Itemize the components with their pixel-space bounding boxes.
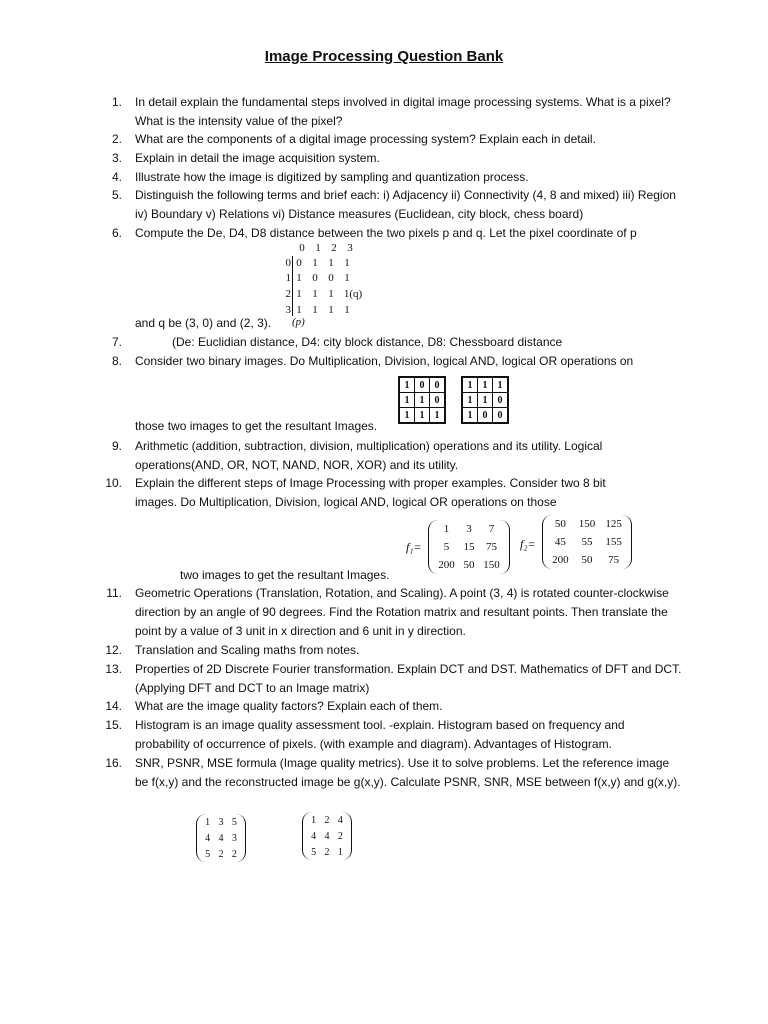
grid-row: 1 1 0 0 1 (285, 272, 350, 284)
question-2: 2. What are the components of a digital image processing system? Explain each in detail. (111, 132, 596, 146)
binary-image-1: 1 0 0 1 1 0 1 1 1 (398, 376, 446, 424)
question-10-continued: two images to get the resultant Images. (180, 568, 390, 582)
question-14: 14. What are the image quality factors? Explain each of them. (105, 699, 443, 713)
question-11: 11. Geometric Operations (Translation, Rotation, and Scaling). A point (3, 4) is rotated counter-clockwise direction by an angle of 90 degrees. Find the Rotation matrix and resultant points. Then translate the point by a value of 3 unit in x direction and 6 unit in y direction. (106, 586, 669, 638)
grid-column-headers: 0 1 2 3 (299, 242, 353, 254)
question-15: 15. Histogram is an image quality assessment tool. -explain. Histogram based on frequency and probability of occurrence of pixels. (with example and diagram). Advantages of Histogram. (105, 718, 625, 751)
question-3: 3. Explain in detail the image acquisition system. (111, 151, 380, 165)
question-1: 1. In detail explain the fundamental steps involved in digital image processing systems. What is a pixel? What is the intensity value of the pixel? (111, 95, 671, 128)
question-10: 10. Explain the different steps of Image Processing with proper examples. Consider two 8 bit images. Do Multiplication, Division, logical AND, logical OR operations on those (105, 476, 606, 509)
question-8: 8. Consider two binary images. Do Multiplication, Division, logical AND, logical OR operations on (111, 354, 634, 368)
grid-row: 2 1 1 1 1(q) (285, 288, 363, 300)
page-title: Image Processing Question Bank (264, 48, 504, 65)
grid-row: 3 1 1 1 1 (285, 304, 350, 316)
question-6: 6. Compute the De, D4, D8 distance between the two pixels p and q. Let the pixel coordinate of p (111, 226, 637, 240)
question-16: 16. SNR, PSNR, MSE formula (Image quality metrics). Use it to solve problems. Let the reference image be f(x,y) and the reconstructed image be g(x,y). Calculate PSNR, SNR, MSE between f(x,y) and g(x,y). (105, 756, 681, 789)
question-5: 5. Distinguish the following terms and brief each: i) Adjacency ii) Connectivity (4, 8 and mixed) iii) Region iv) Boundary v) Relations vi) Distance measures (Euclidean, city block, chess board) (111, 188, 676, 221)
grid-row: 0 0 1 1 1 (285, 257, 350, 269)
question-8-continued: those two images to get the resultant Images. (135, 419, 378, 433)
question-6-continued: and q be (3, 0) and (2, 3). (135, 316, 272, 330)
p-label: (p) (292, 316, 305, 328)
question-7: 7. (De: Euclidian distance, D4: city block distance, D8: Chessboard distance (111, 335, 563, 349)
binary-image-2: 1 1 1 1 1 0 1 0 0 (461, 376, 509, 424)
question-12: 12. Translation and Scaling maths from notes. (105, 643, 360, 657)
question-4: 4. Illustrate how the image is digitized by sampling and quantization process. (111, 170, 529, 184)
question-13: 13. Properties of 2D Discrete Fourier transformation. Explain DCT and DST. Mathematics of DFT and DCT. (Applying DFT and DCT to an Image matrix) (105, 662, 682, 695)
question-9: 9. Arithmetic (addition, subtraction, division, multiplication) operations and its utility. Logical operations(AND, OR, NOT, NAND, NOR, XOR) and its utility. (111, 439, 603, 472)
